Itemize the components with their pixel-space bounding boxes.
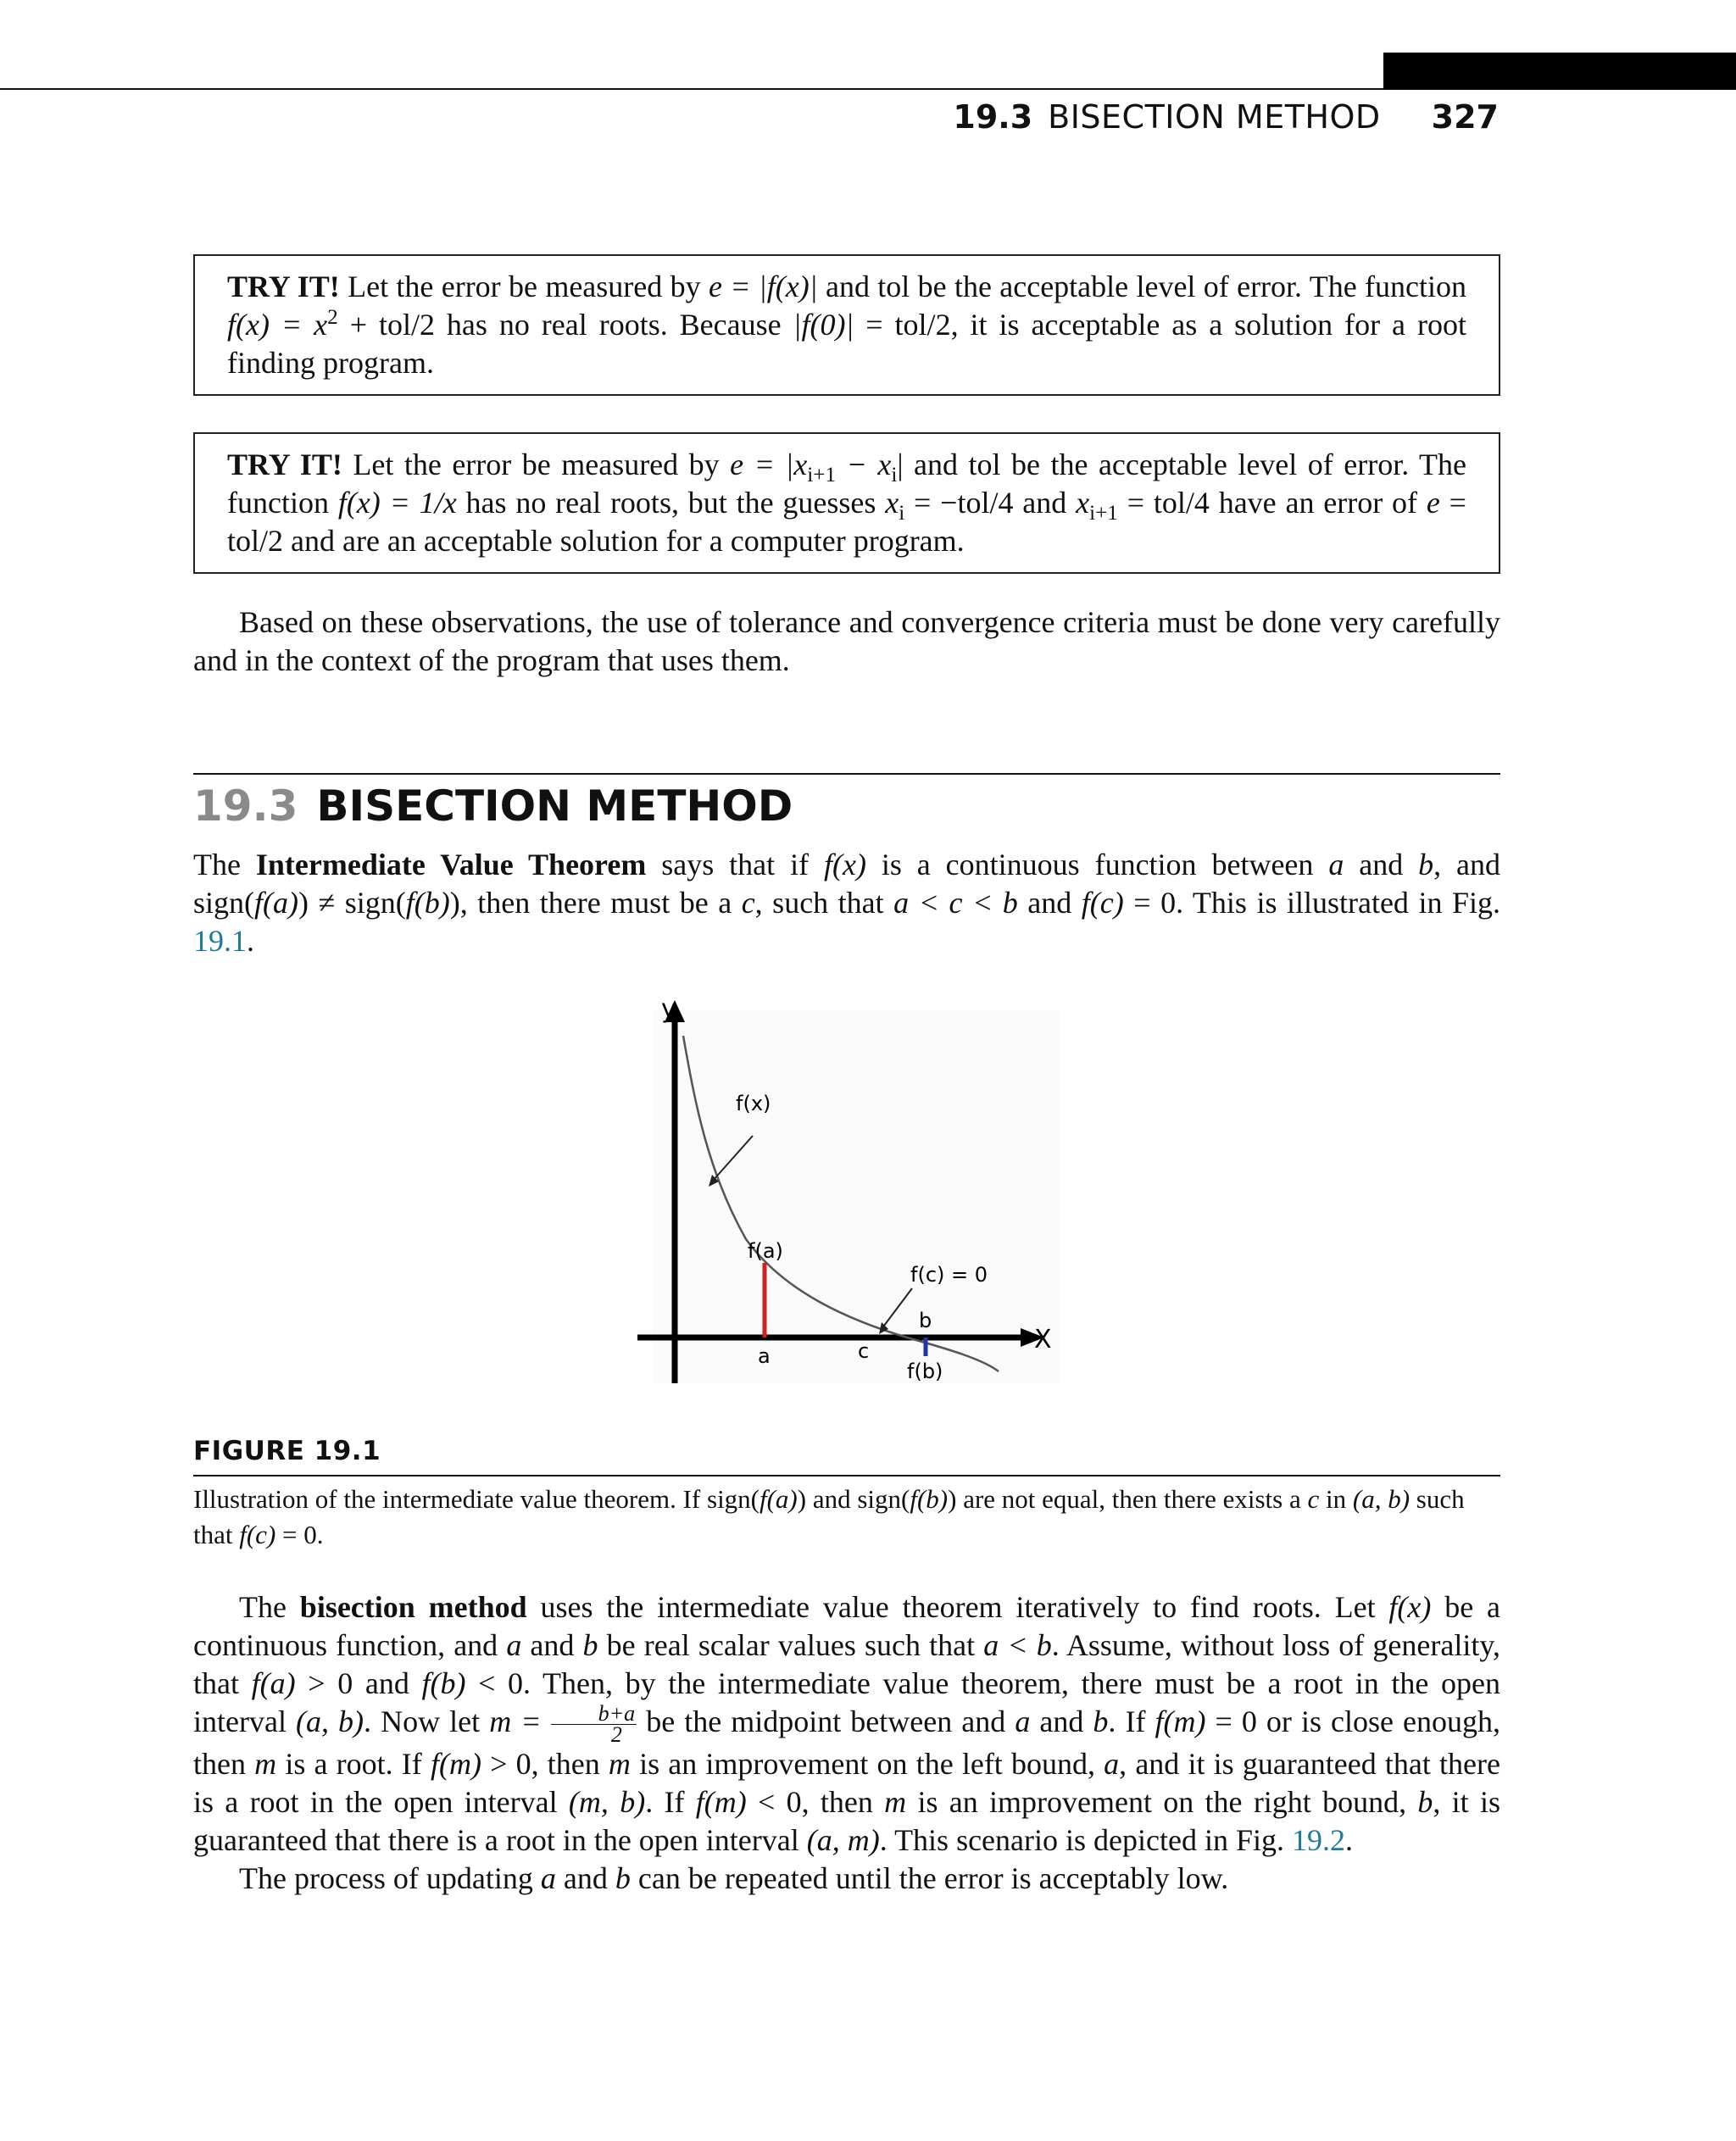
math-expr: m — [884, 1785, 907, 1820]
math-subscript: i+1 — [1089, 502, 1118, 526]
try-it-text: = tol/2, it is acceptable as a solution for a root finding program. — [227, 308, 1466, 380]
math-expr: − x — [836, 448, 892, 481]
ivt-wrapper — [193, 846, 1500, 960]
bold-term: bisection method — [299, 1590, 527, 1624]
text: be a continuous function, and — [193, 1590, 1500, 1662]
math-expr: f(b) — [421, 1666, 466, 1700]
math-expr: m — [254, 1747, 277, 1782]
figure-label: FIGURE 19.1 — [193, 1436, 381, 1466]
text: uses the intermediate value theorem iteratively to find roots. Let — [526, 1590, 1389, 1624]
math-expr: f(b) — [405, 886, 450, 920]
text: is a continuous function between — [865, 848, 1329, 881]
math-expr: m = — [489, 1704, 542, 1738]
caption-text: Illustration of the intermediate value theorem. If sign( — [193, 1484, 760, 1514]
text: ), then there must be a — [449, 886, 742, 920]
math-expr: x — [1076, 486, 1090, 520]
math-expr: b — [1093, 1704, 1109, 1738]
try-it-text: has no real roots, but the guesses — [456, 486, 886, 520]
figure-link[interactable]: 19.2 — [1291, 1823, 1345, 1858]
math-expr: (a, b) — [296, 1704, 364, 1738]
text: and — [1030, 1704, 1093, 1738]
text: = 0 or is close enough, then — [193, 1704, 1501, 1782]
math-expr: f(m) — [1155, 1704, 1206, 1738]
bold-term: Intermediate Value Theorem — [255, 848, 647, 881]
process-paragraph — [193, 1860, 1500, 1898]
bisection-paragraph — [193, 1588, 1500, 1860]
text: . If — [1108, 1704, 1155, 1738]
fraction-denominator: 2 — [610, 1722, 622, 1748]
math-expr: b — [1418, 848, 1434, 881]
math-expr: f(c) — [1081, 886, 1124, 920]
math-expr: a — [1104, 1747, 1120, 1782]
math-expr: f(a) — [760, 1484, 798, 1514]
section-number: 19.3 — [193, 781, 298, 831]
figure-19-1 — [627, 993, 1068, 1392]
text: . Now let — [364, 1704, 490, 1738]
math-expr: (a, b) — [1352, 1484, 1410, 1514]
math-subscript: i — [891, 464, 898, 487]
text: < 0, then — [746, 1785, 885, 1820]
text: , such that — [754, 886, 894, 920]
math-subscript: i — [899, 502, 905, 526]
text: , it is guaranteed that there is a root in the open interval — [193, 1785, 1500, 1858]
math-expr: f(a) — [251, 1666, 296, 1700]
fa-label: f(a) — [748, 1239, 783, 1263]
text: . Assume, without loss of generality, that — [193, 1628, 1500, 1700]
text: . — [247, 924, 254, 958]
math-expr: e = |f(x)| — [708, 270, 818, 303]
running-head — [953, 95, 1499, 139]
math-expr: (m, b) — [568, 1785, 646, 1820]
math-expr: f(x) = x — [227, 308, 328, 342]
math-expr: f(a) — [254, 886, 298, 920]
ivt-paragraph — [193, 846, 1500, 960]
math-expr: e — [1426, 486, 1440, 520]
text: and — [521, 1628, 583, 1662]
math-superscript: 2 — [327, 306, 338, 329]
math-expr: a — [1328, 848, 1344, 881]
try-it-text: and tol be the acceptable level of error. The function — [817, 270, 1467, 303]
section-rule — [193, 773, 1500, 775]
try-it-box-2-wrapper — [193, 432, 1500, 574]
text: The — [193, 848, 256, 881]
ivt-diagram — [627, 993, 1068, 1392]
fc-label: f(c) = 0 — [910, 1263, 988, 1287]
text: < 0. Then, by the intermediate value theorem, there must be a root in the open interval — [193, 1666, 1501, 1738]
bisection-wrapper — [193, 1588, 1500, 1898]
try-it-text: Let the error be measured by — [342, 448, 731, 481]
section-heading — [193, 781, 793, 831]
a-label: a — [758, 1344, 771, 1368]
math-subscript: i+1 — [807, 464, 837, 487]
math-expr: a — [540, 1861, 556, 1896]
try-it-tag: TRY IT! — [227, 448, 342, 481]
fraction-numerator: b+a — [551, 1704, 637, 1725]
text: is an improvement on the right bound, — [906, 1785, 1418, 1820]
math-expr: a < c < b — [893, 886, 1018, 920]
figure-caption-rule — [193, 1475, 1500, 1476]
math-expr: f(m) — [695, 1785, 747, 1820]
text: . This scenario is depicted in Fig. — [879, 1823, 1292, 1858]
text: , and sign( — [193, 848, 1501, 920]
header-black-tab — [1383, 53, 1736, 90]
section-title: BISECTION METHOD — [316, 781, 793, 831]
try-it-box-1-wrapper — [193, 254, 1500, 396]
try-it-text: + tol/2 has no real roots. Because — [337, 308, 793, 342]
caption-text: in — [1319, 1484, 1353, 1514]
text: is a root. If — [276, 1747, 431, 1782]
observations-paragraph: Based on these observations, the use of tolerance and convergence criteria must be done very carefully and in the context of the program that uses them. — [193, 605, 1500, 677]
text: , and it is guaranteed that there is a root in the open interval — [193, 1747, 1500, 1820]
math-expr: c — [1307, 1484, 1320, 1514]
text: and — [1017, 886, 1082, 920]
caption-text: such that — [193, 1484, 1465, 1549]
fb-label: f(b) — [907, 1360, 943, 1383]
running-head-section-title: BISECTION METHOD — [1048, 98, 1381, 136]
observations-wrapper — [193, 603, 1500, 680]
math-expr: |f(0)| — [793, 308, 854, 342]
figure-link[interactable]: 19.1 — [193, 924, 247, 958]
math-expr: f(x) = 1/x — [337, 486, 457, 520]
text: The — [239, 1590, 300, 1624]
figure-caption — [193, 1482, 1500, 1553]
text: . If — [645, 1785, 696, 1820]
text: = 0. This is illustrated in Fig. — [1123, 886, 1500, 920]
text: > 0 and — [295, 1666, 422, 1700]
math-expr: f(b) — [910, 1484, 949, 1514]
caption-text: ) are not equal, then there exists a — [948, 1484, 1308, 1514]
y-axis-label: y — [661, 994, 676, 1024]
math-expr: m — [608, 1747, 631, 1782]
try-it-text: | and tol be the acceptable level of error. The function — [227, 448, 1467, 520]
text: be the midpoint between and — [637, 1704, 1015, 1738]
caption-text: = 0. — [275, 1520, 324, 1549]
text: . — [1344, 1823, 1353, 1858]
text: says that if — [646, 848, 824, 881]
text: can be repeated until the error is acceptably low. — [630, 1861, 1229, 1896]
math-expr: f(x) — [1388, 1590, 1432, 1624]
x-axis-label: X — [1034, 1325, 1052, 1354]
fx-label: f(x) — [736, 1092, 771, 1115]
try-it-text: = −tol/4 and — [904, 486, 1077, 520]
midpoint-fraction — [551, 1701, 637, 1748]
math-expr: a < b — [983, 1628, 1052, 1662]
math-expr: c — [741, 886, 755, 920]
try-it-text: Let the error be measured by — [339, 270, 709, 303]
math-expr: f(m) — [430, 1747, 481, 1782]
b-label: b — [919, 1309, 932, 1332]
math-expr: x — [885, 486, 899, 520]
math-expr: f(c) — [239, 1520, 276, 1549]
text: be real scalar values such that — [598, 1628, 984, 1662]
math-expr: b — [582, 1628, 598, 1662]
try-it-box-1 — [193, 254, 1500, 396]
try-it-text: = tol/4 have an error of — [1117, 486, 1427, 520]
text: > 0, then — [481, 1747, 609, 1782]
math-expr: a — [1015, 1704, 1031, 1738]
text: and — [555, 1861, 615, 1896]
math-expr: (a, m) — [806, 1823, 880, 1858]
text: and — [1344, 848, 1419, 881]
try-it-box-2 — [193, 432, 1500, 574]
math-expr: b — [615, 1861, 631, 1896]
page-number: 327 — [1431, 98, 1499, 136]
running-head-section-number: 19.3 — [953, 98, 1033, 136]
math-expr: f(x) — [823, 848, 866, 881]
math-expr: b — [1417, 1785, 1433, 1820]
math-expr: a — [506, 1628, 522, 1662]
try-it-tag: TRY IT! — [227, 270, 340, 303]
text: The process of updating — [239, 1861, 541, 1896]
caption-text: ) and sign( — [797, 1484, 910, 1514]
math-expr: e = |x — [730, 448, 808, 481]
text: is an improvement on the left bound, — [630, 1747, 1104, 1782]
c-label: c — [858, 1339, 870, 1363]
figure-background — [653, 1010, 1060, 1383]
try-it-text: = tol/2 and are an acceptable solution for a computer program. — [227, 486, 1466, 558]
text: ) ≠ sign( — [298, 886, 406, 920]
